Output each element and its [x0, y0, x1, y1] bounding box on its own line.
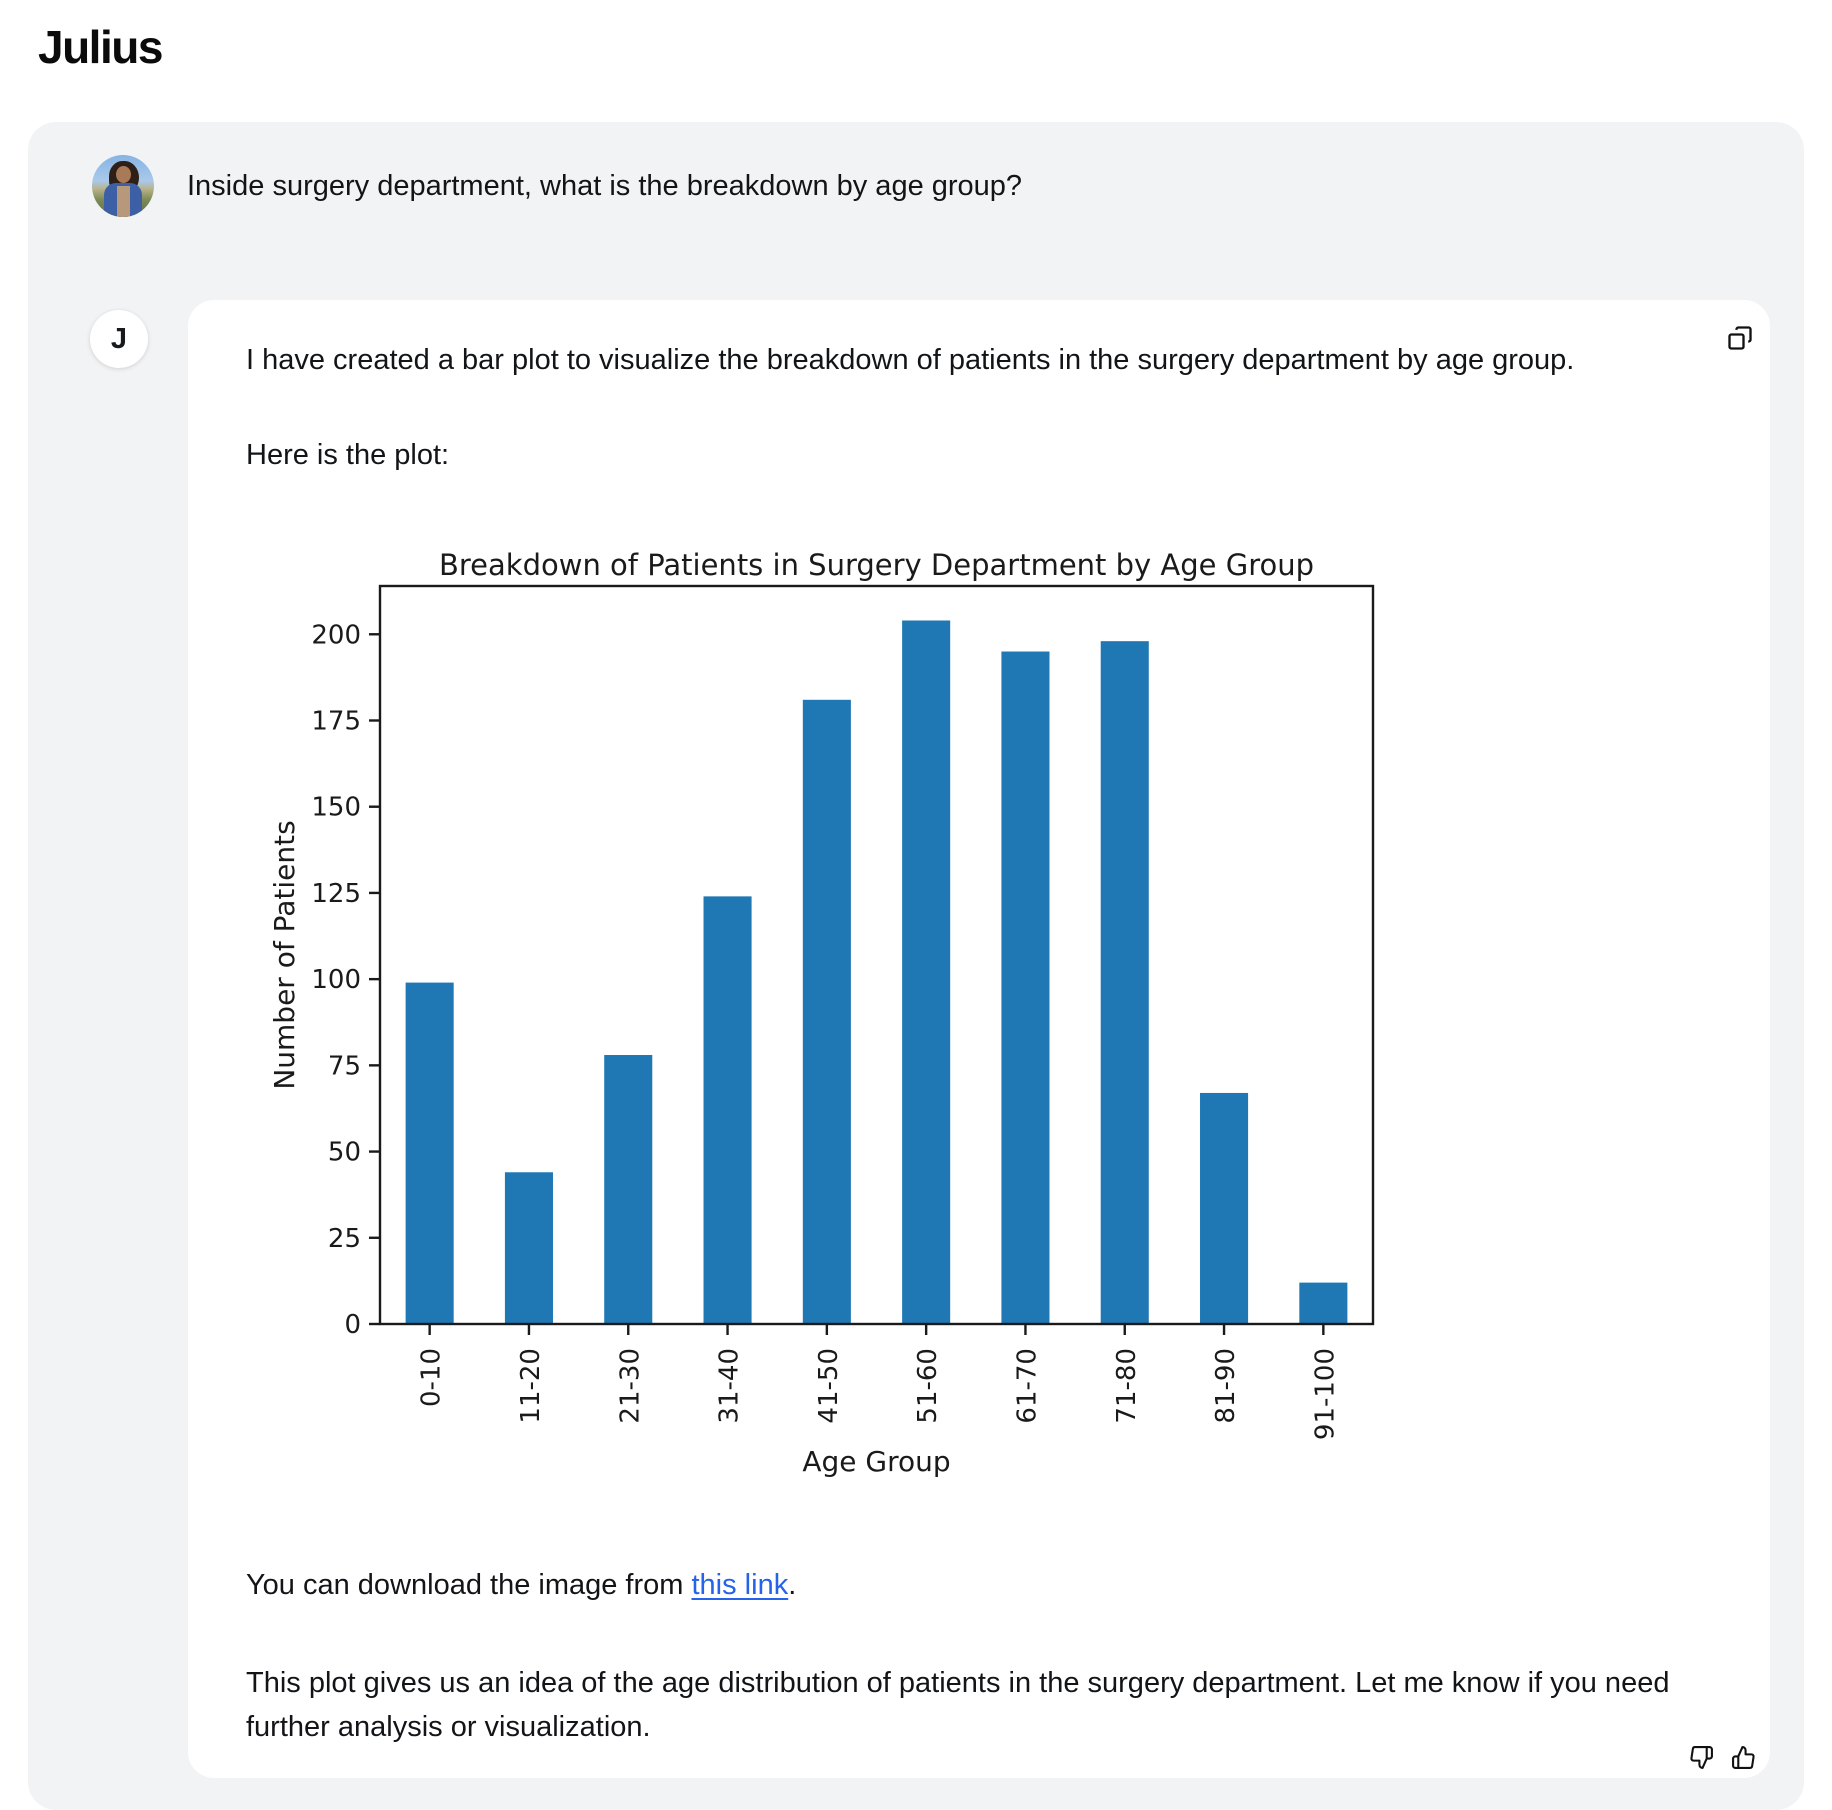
avatar-shirt [117, 186, 130, 217]
thumbs-up-icon [1731, 1745, 1756, 1770]
user-message-text: Inside surgery department, what is the breakdown by age group? [187, 170, 1023, 202]
chart-text: 11-20 [515, 1348, 546, 1424]
chart-bar [704, 896, 752, 1324]
chart-text: 0-10 [416, 1348, 447, 1408]
chart-bar [1001, 652, 1049, 1324]
chart-text: Breakdown of Patients in Surgery Department by Age Group [438, 548, 1315, 582]
assistant-paragraph-2: Here is the plot: [246, 439, 450, 471]
chart-bar [406, 983, 454, 1324]
app-title: Julius [38, 21, 162, 73]
chart-text: 125 [311, 878, 361, 909]
chart-text: 71-80 [1111, 1348, 1142, 1424]
chart-bar [604, 1055, 652, 1324]
copy-icon [1726, 324, 1754, 352]
chart-image [270, 521, 1385, 1481]
chart-text: 31-40 [714, 1348, 745, 1424]
thumbs-down-button[interactable] [1689, 1745, 1714, 1770]
assistant-paragraph-1: I have created a bar plot to visualize the breakdown of patients in the surgery department by age group. [246, 344, 1575, 376]
chart-bar [1299, 1283, 1347, 1324]
copy-button[interactable] [1718, 316, 1762, 360]
assistant-avatar: J [90, 310, 148, 368]
chat-container [28, 122, 1804, 1810]
chart-text: 61-70 [1012, 1348, 1043, 1424]
chart-text: 91-100 [1310, 1348, 1341, 1441]
chart-text: Age Group [802, 1445, 951, 1478]
chart-text: 25 [327, 1223, 361, 1254]
chart-text: 0 [344, 1310, 361, 1340]
avatar-face [116, 166, 131, 183]
chart-text: 81-90 [1211, 1348, 1242, 1424]
user-avatar [92, 155, 154, 217]
chart-text: 175 [311, 706, 361, 737]
thumbs-down-icon [1689, 1745, 1714, 1770]
download-prefix: You can download the image from [246, 1569, 692, 1601]
assistant-message-card [188, 300, 1770, 1778]
chart-text: 21-30 [615, 1348, 646, 1424]
user-message-row [28, 122, 1804, 217]
thumbs-up-button[interactable] [1731, 1745, 1756, 1770]
chart-text: 41-50 [813, 1348, 844, 1424]
chart-text: 100 [311, 965, 361, 996]
chart-text: Number of Patients [270, 820, 301, 1090]
chart-bar [505, 1172, 553, 1324]
download-link[interactable]: this link [691, 1569, 789, 1601]
feedback-buttons [1689, 1745, 1756, 1770]
chart-text: 51-60 [913, 1348, 944, 1424]
chart-bar [902, 620, 950, 1324]
chart-text: 75 [327, 1051, 361, 1082]
chart-text: 150 [311, 792, 361, 823]
assistant-message-row [28, 300, 1804, 1778]
chart-bar [1200, 1093, 1248, 1324]
chart-text: 50 [327, 1137, 361, 1168]
assistant-closing-text: This plot gives us an idea of the age distribution of patients in the surgery department. Let me know if you need further analysis or visualization. [246, 1667, 1670, 1743]
chart-bar [1101, 641, 1149, 1324]
chart-text: 200 [311, 620, 361, 651]
bar-chart-svg [270, 521, 1385, 1481]
download-line [218, 1565, 1714, 1605]
download-suffix: . [788, 1569, 797, 1601]
chart-bar [803, 700, 851, 1324]
